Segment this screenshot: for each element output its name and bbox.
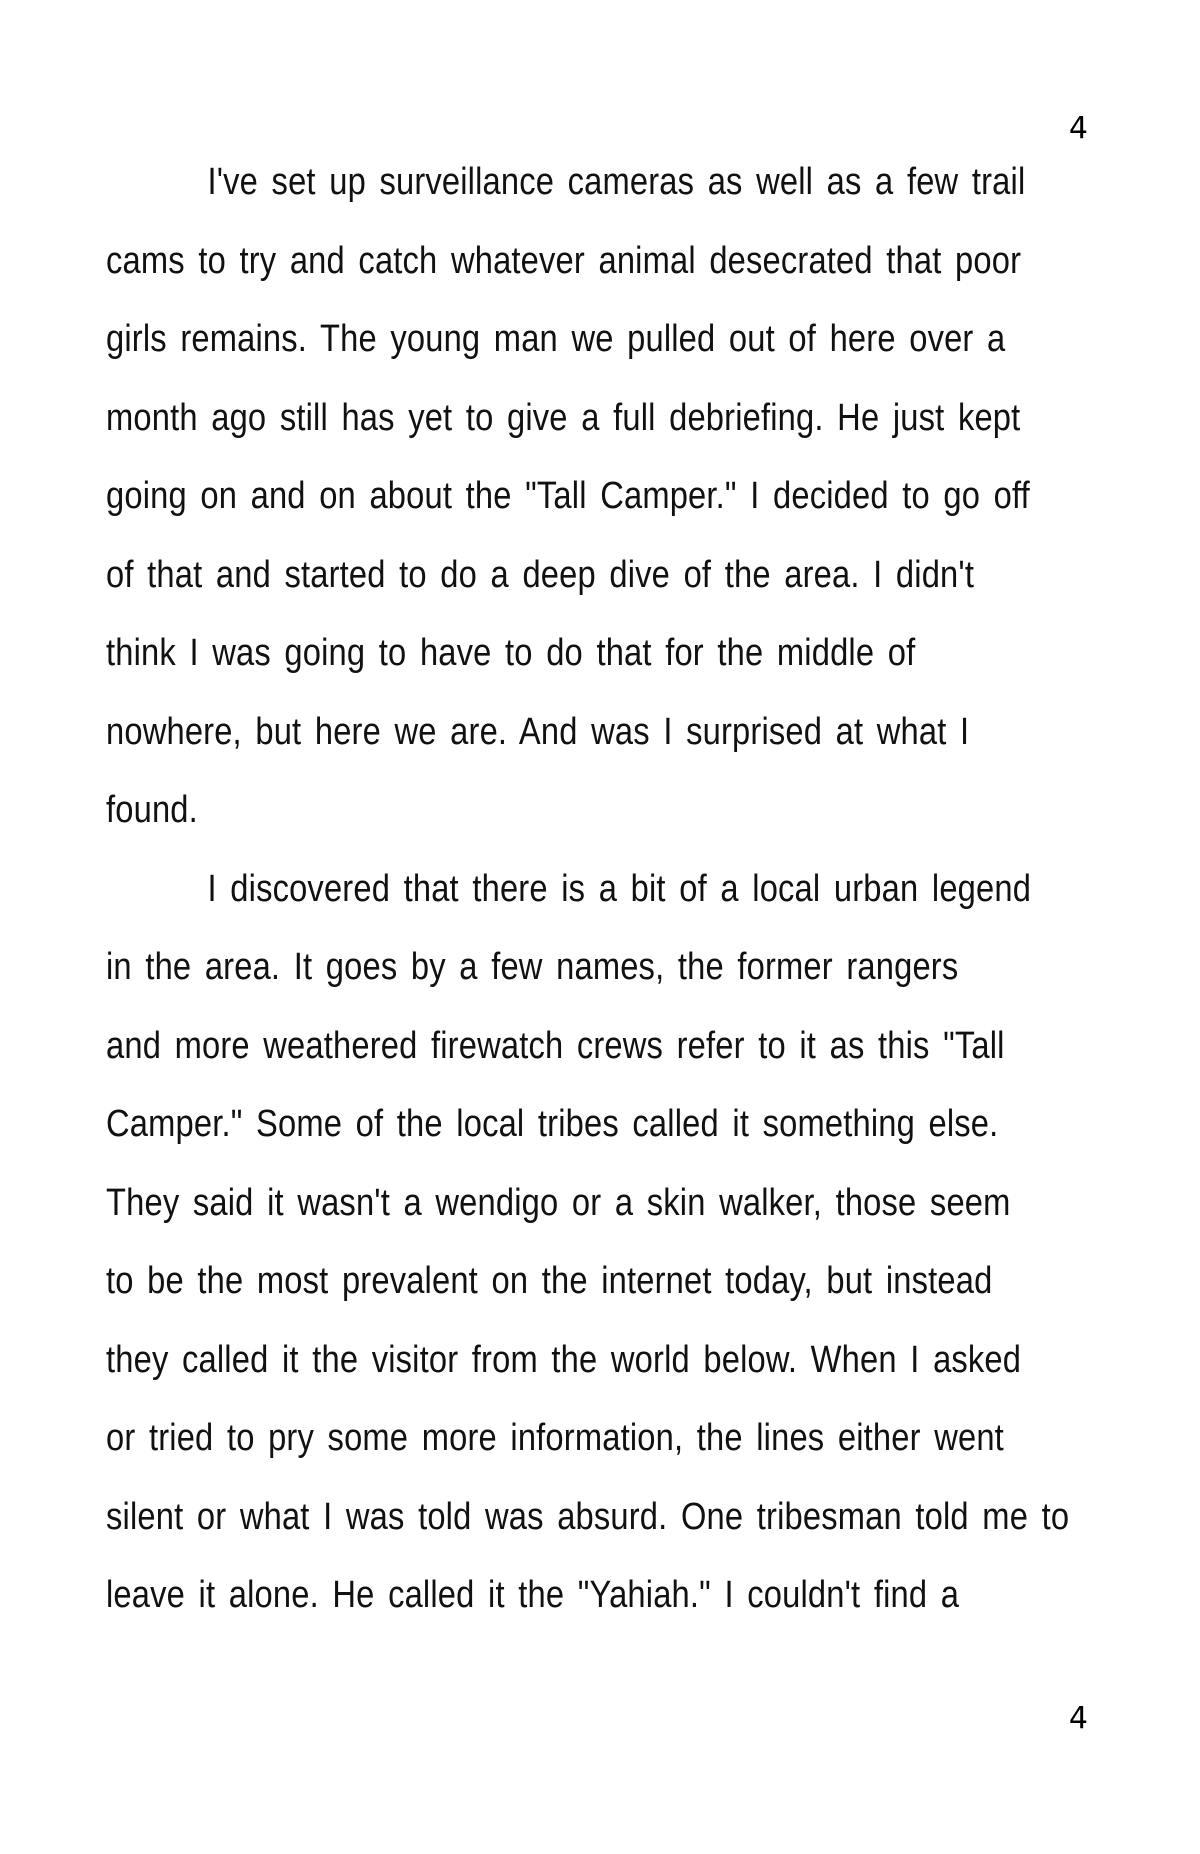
text-line: They said it wasn't a wendigo or a skin walker, those seem	[106, 1181, 1011, 1224]
text-line: Camper." Some of the local tribes called it something else.	[106, 1103, 999, 1145]
text-line: in the area. It goes by a few names, the former rangers	[106, 946, 959, 988]
text-line: cams to try and catch whatever animal desecrated that poor	[106, 239, 1022, 282]
text-line: and more weathered firewatch crews refer to it as this "Tall	[106, 1024, 1005, 1067]
page-number-bottom: 4	[1068, 1701, 1088, 1736]
text-line: found.	[106, 789, 198, 831]
body-text	[106, 160, 1096, 1652]
page-number-top: 4	[1068, 111, 1088, 146]
text-line: silent or what I was told was absurd. One tribesman told me to	[106, 1495, 1070, 1538]
text-line: month ago still has yet to give a full debriefing. He just kept	[106, 396, 1021, 439]
text-line: nowhere, but here we are. And was I surprised at what I	[106, 710, 970, 753]
text-line: think I was going to have to do that for the middle of	[106, 632, 916, 674]
text-line: going on and on about the "Tall Camper." I decided to go off	[106, 475, 1030, 517]
text-line: I discovered that there is a bit of a local urban legend	[207, 867, 1032, 910]
text-line: or tried to pry some more information, the lines either went	[106, 1417, 1004, 1459]
text-line: leave it alone. He called it the "Yahiah." I couldn't find a	[106, 1574, 960, 1616]
text-line: they called it the visitor from the world below. When I asked	[106, 1338, 1022, 1381]
text-line: girls remains. The young man we pulled out of here over a	[106, 318, 1006, 360]
text-line: I've set up surveillance cameras as well as a few trail	[207, 161, 1026, 203]
text-line: of that and started to do a deep dive of the area. I didn't	[106, 553, 975, 596]
text-line: to be the most prevalent on the internet today, but instead	[106, 1260, 993, 1302]
